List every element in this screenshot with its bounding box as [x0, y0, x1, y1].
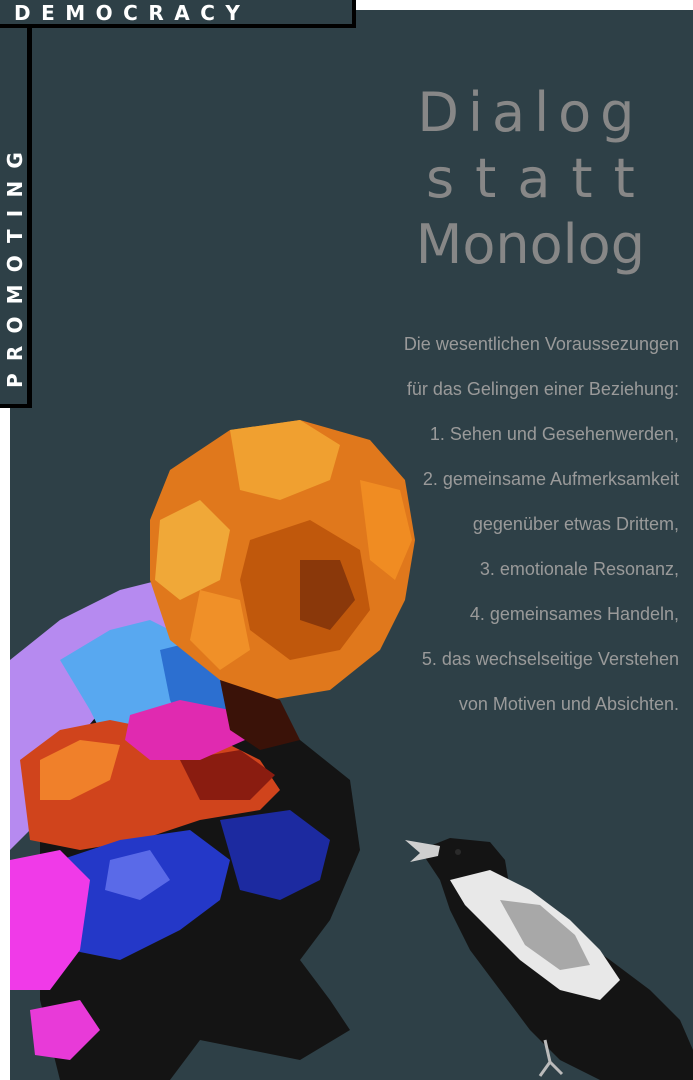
logo-democracy-text: DEMOCRACY — [14, 1, 251, 25]
body-line: von Motiven und Absichten. — [458, 694, 679, 714]
body-line: Die wesentlichen Voraussezungen — [403, 334, 679, 354]
title-line-2: statt — [426, 147, 656, 210]
body-line: 4. gemeinsames Handeln, — [469, 604, 679, 624]
body-line: 2. gemeinsame Aufmerksamkeit — [422, 469, 679, 489]
title-line-1: Dialog — [417, 81, 644, 144]
body-line: gegenüber etwas Drittem, — [472, 514, 679, 534]
body-line: 5. das wechselseitige Verstehen — [421, 649, 679, 669]
body-text — [349, 322, 679, 727]
body-line: 3. emotionale Resonanz, — [479, 559, 679, 579]
title-line-3: Monolog — [415, 213, 645, 276]
body-line: für das Gelingen einer Beziehung: — [406, 379, 679, 399]
crow-illustration — [405, 838, 693, 1080]
logo-promoting-text: PROMOTING — [3, 139, 27, 388]
body-line: 1. Sehen und Gesehenwerden, — [429, 424, 679, 444]
poster-title — [415, 81, 656, 284]
